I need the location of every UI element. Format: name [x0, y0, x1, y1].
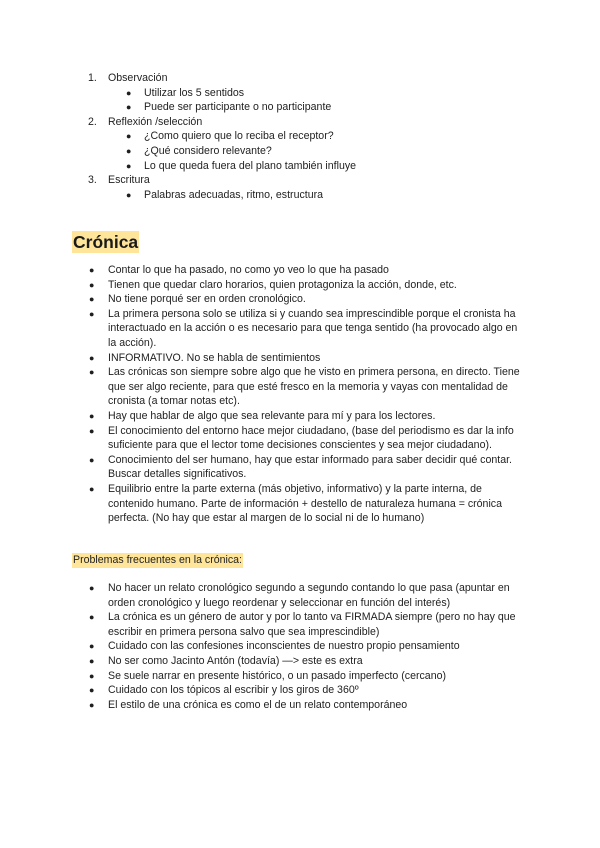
outline-number: 1. [88, 72, 97, 84]
list-item-text: No tiene porqué ser en orden cronológico. [108, 293, 306, 306]
cronica-points-list [72, 263, 528, 526]
problems-heading: Problemas frecuentes en la crónica: [73, 554, 242, 566]
list-item-text: Lo que queda fuera del plano también influye [144, 159, 357, 172]
bullet-icon: ● [89, 641, 95, 652]
list-item [72, 654, 528, 669]
bullet-icon: ● [126, 145, 132, 156]
bullet-icon: ● [89, 612, 95, 623]
list-item-text: ¿Como quiero que lo reciba el receptor? [144, 130, 334, 143]
list-item [108, 188, 532, 203]
bullet-icon: ● [126, 160, 132, 171]
list-item [72, 683, 528, 698]
outline-title: Escritura [108, 174, 150, 187]
outline-item [72, 173, 532, 202]
bullet-icon: ● [126, 87, 132, 98]
bullet-icon: ● [126, 189, 132, 200]
list-item [72, 610, 528, 639]
list-item-text: Puede ser participante o no participante [144, 101, 332, 114]
list-item [108, 159, 532, 174]
list-item [108, 100, 532, 115]
bullet-icon: ● [126, 102, 132, 113]
list-item [72, 292, 528, 307]
list-item [72, 669, 528, 684]
outline-sublist [108, 188, 532, 203]
outline-title: Reflexión /selección [108, 115, 203, 128]
bullet-icon: ● [89, 454, 95, 465]
bullet-icon: ● [89, 410, 95, 421]
list-item-text: Palabras adecuadas, ritmo, estructura [144, 188, 324, 201]
list-item-text: La primera persona solo se utiliza si y cuando sea imprescindible porque el cronista ha interactuado en la acción o es necesario para que tenga sentido (ha provocado algo en la acción). [108, 307, 518, 349]
list-item [72, 263, 528, 278]
outline-title: Observación [108, 72, 168, 84]
list-item-text: Hay que hablar de algo que sea relevante para mí y para los lectores. [108, 409, 436, 422]
list-item [108, 144, 532, 159]
list-item [72, 453, 528, 482]
bullet-icon: ● [89, 279, 95, 290]
list-item-text: Tienen que quedar claro horarios, quien protagoniza la acción, donde, etc. [108, 278, 457, 291]
list-item [108, 86, 532, 101]
list-item-text: Se suele narrar en presente histórico, o un pasado imperfecto (cercano) [108, 669, 447, 682]
outline-item [72, 115, 532, 173]
list-item-text: INFORMATIVO. No se habla de sentimientos [108, 351, 321, 364]
bullet-icon: ● [89, 352, 95, 363]
bullet-icon: ● [89, 294, 95, 305]
list-item [72, 639, 528, 654]
list-item-text: Conocimiento del ser humano, hay que estar informado para saber decidir qué contar. Buscar detalles significativos. [108, 453, 512, 481]
outline-sublist [108, 129, 532, 173]
list-item [72, 307, 528, 351]
bullet-icon: ● [89, 699, 95, 710]
bullet-icon: ● [89, 425, 95, 436]
list-item-text: No hacer un relato cronológico segundo a segundo contando lo que pasa (apuntar en orden cronológico y luego reordenar y seleccionar en función del interés) [108, 582, 510, 609]
bullet-icon: ● [89, 670, 95, 681]
outline-number: 2. [88, 115, 97, 128]
list-item-text: Utilizar los 5 sentidos [144, 86, 245, 99]
section-heading: Crónica [73, 232, 139, 252]
list-item-text: El estilo de una crónica es como el de un relato contemporáneo [108, 698, 408, 711]
numbered-outline [72, 71, 532, 202]
list-item [72, 698, 528, 713]
list-item-text: El conocimiento del entorno hace mejor ciudadano, (base del periodismo es dar la info suficiente para que el lector tome decisiones conscientes y sea mejor ciudadano). [108, 424, 514, 452]
bullet-icon: ● [126, 131, 132, 142]
list-item-text: Cuidado con las confesiones inconscientes de nuestro propio pensamiento [108, 640, 460, 653]
list-item-text: Contar lo que ha pasado, no como yo veo lo que ha pasado [108, 264, 389, 276]
list-item [72, 581, 528, 610]
list-item [72, 365, 528, 409]
list-item-text: No ser como Jacinto Antón (todavía) —> este es extra [108, 654, 363, 667]
bullet-icon: ● [89, 483, 95, 494]
list-item [72, 351, 528, 366]
list-item [72, 482, 528, 526]
list-item [108, 129, 532, 144]
bullet-icon: ● [89, 308, 95, 319]
bullet-icon: ● [89, 367, 95, 378]
outline-sublist [108, 86, 532, 115]
list-item [72, 424, 528, 453]
list-item-text: Las crónicas son siempre sobre algo que he visto en primera persona, en directo. Tiene que ser algo reciente, para que esté fresco en la memoria y vayas con mentalidad de cronista (a tomar notas etc). [108, 366, 520, 408]
bullet-icon: ● [89, 583, 95, 593]
outline-number: 3. [88, 174, 97, 187]
list-item [72, 278, 528, 293]
outline-item [72, 71, 532, 115]
list-item-text: La crónica es un género de autor y por lo tanto va FIRMADA siempre (pero no hay que escribir en primera persona salvo que sea imprescindible) [108, 611, 516, 638]
list-item-text: ¿Qué considero relevante? [144, 144, 272, 157]
bullet-icon: ● [89, 265, 95, 275]
bullet-icon: ● [89, 655, 95, 666]
bullet-icon: ● [89, 685, 95, 696]
list-item-text: Equilibrio entre la parte externa (más objetivo, informativo) y la parte interna, de contenido humano. Parte de información + destello de naturaleza humana = crónica perfecta. (No hay que estar al margen de lo social ni de lo humano) [108, 482, 502, 525]
list-item-text: Cuidado con los tópicos al escribir y los giros de 360º [108, 684, 359, 697]
problems-list [72, 581, 528, 712]
list-item [72, 409, 528, 424]
